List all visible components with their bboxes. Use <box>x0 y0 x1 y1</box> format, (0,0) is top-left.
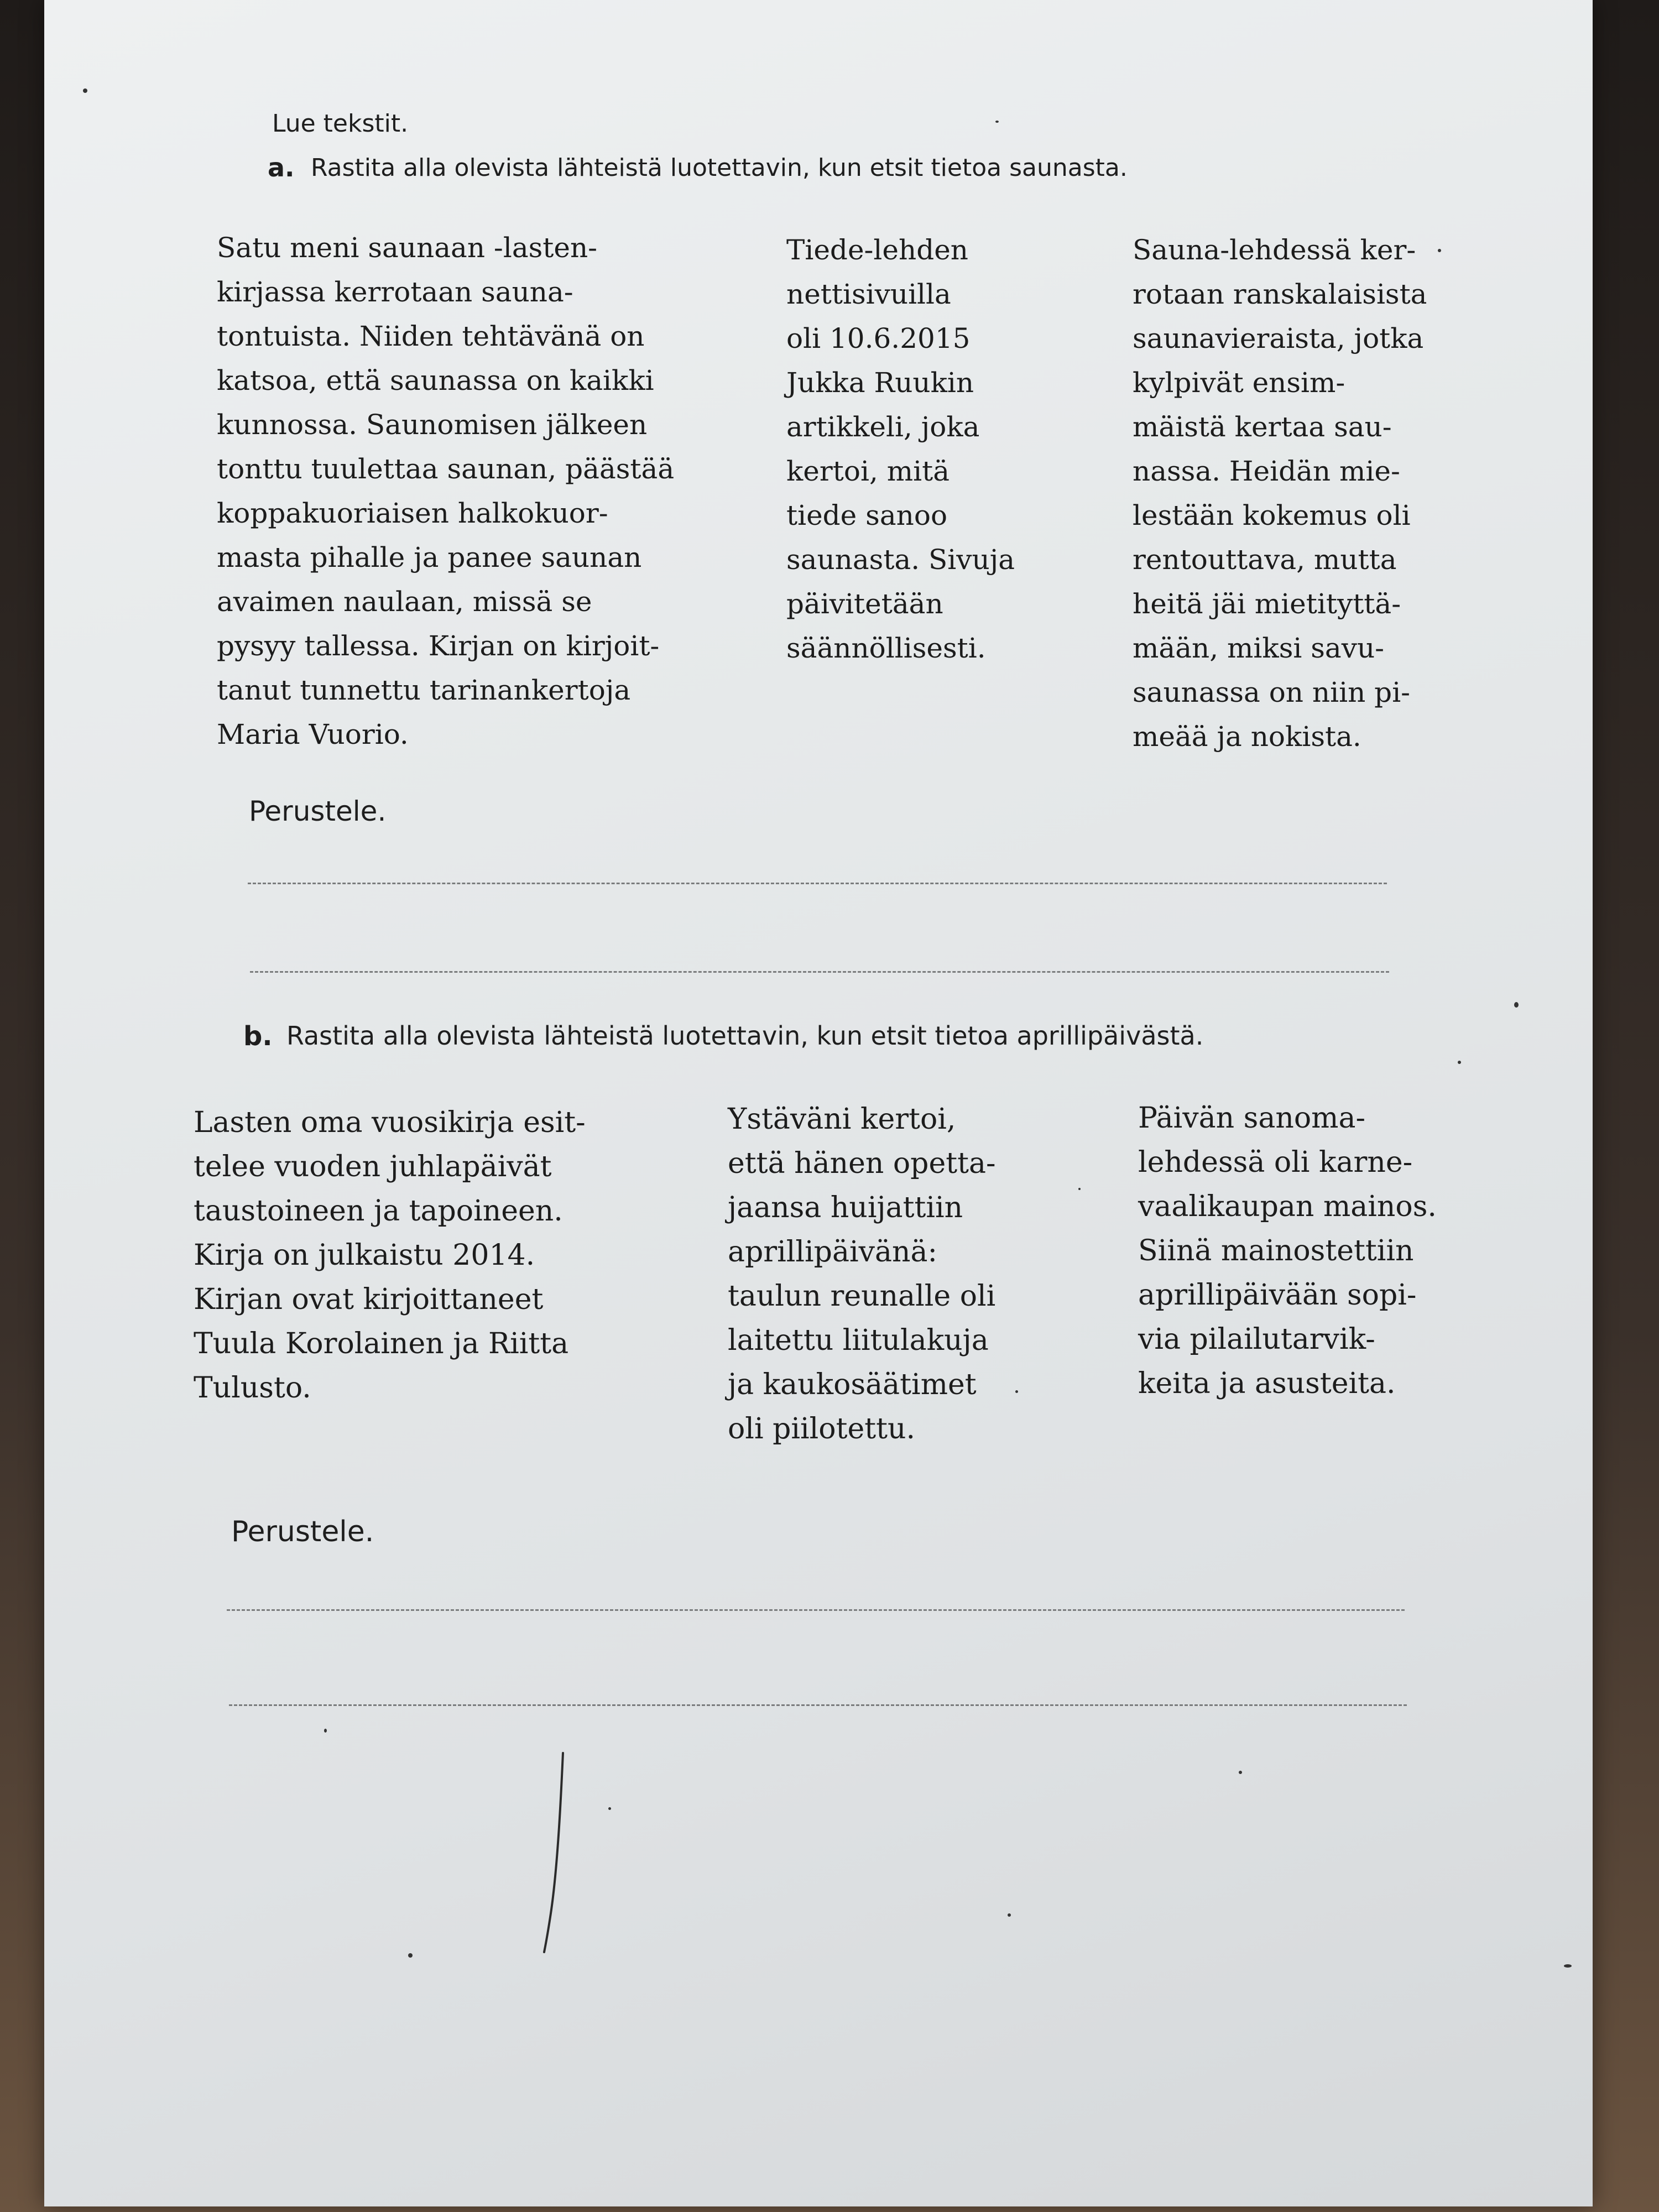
source-text-line: mäistä kertaa sau- <box>1133 411 1392 443</box>
source-text-line: kylpivät ensim- <box>1133 367 1345 399</box>
dust-speck <box>1015 1390 1018 1393</box>
intro-text: Lue tekstit. <box>272 109 409 138</box>
task-a-letter: a. <box>268 153 295 182</box>
source-text-line: tanut tunnettu tarinankertoja <box>217 674 631 706</box>
dust-speck <box>324 1729 327 1733</box>
source-text-line: vaalikaupan mainos. <box>1138 1190 1437 1223</box>
source-text-line: avaimen naulaan, missä se <box>217 586 592 618</box>
dust-speck <box>1514 1002 1519 1008</box>
source-text-line: Tulusto. <box>194 1371 311 1405</box>
source-text-line: artikkeli, joka <box>786 411 980 443</box>
dust-speck <box>1438 249 1441 252</box>
source-text-line: oli 10.6.2015 <box>786 322 971 354</box>
task-a-source-2 <box>786 228 1015 670</box>
source-text-line: kertoi, mitä <box>786 455 950 487</box>
source-text-line: Päivän sanoma- <box>1138 1102 1366 1135</box>
source-text-line: tontuista. Niiden tehtävänä on <box>217 320 645 352</box>
source-text-line: kirjassa kerrotaan sauna- <box>217 276 573 308</box>
source-text-line: lestään kokemus oli <box>1133 499 1411 531</box>
source-text-line: nassa. Heidän mie- <box>1133 455 1400 487</box>
dust-speck <box>608 1807 611 1810</box>
dust-speck <box>408 1953 413 1958</box>
source-text-line: Kirja on julkaistu 2014. <box>194 1239 535 1272</box>
source-text-line: heitä jäi mietityttä- <box>1133 588 1401 620</box>
source-text-line: saunassa on niin pi- <box>1133 676 1411 708</box>
source-text-line: Lasten oma vuosikirja esit- <box>194 1106 586 1139</box>
dust-speck <box>995 121 999 123</box>
source-text-line: nettisivuilla <box>786 278 951 310</box>
source-text-line: Tuula Korolainen ja Riitta <box>194 1327 569 1360</box>
dust-speck <box>1078 1188 1081 1190</box>
dust-speck <box>1239 1771 1242 1774</box>
task-b-answer-line-1[interactable] <box>227 1609 1405 1611</box>
source-text-line: Siinä mainostettiin <box>1138 1234 1414 1267</box>
source-text-line: ja kaukosäätimet <box>728 1368 977 1401</box>
task-a-answer-line-1[interactable] <box>248 883 1387 884</box>
source-text-line: rotaan ranskalaisista <box>1133 278 1427 310</box>
source-text-line: Ystäväni kertoi, <box>728 1103 956 1136</box>
source-text-line: säännöllisesti. <box>786 632 986 664</box>
source-text-line: jaansa huijattiin <box>728 1191 963 1224</box>
source-text-line: lehdessä oli karne- <box>1138 1146 1413 1179</box>
source-text-line: katsoa, että saunassa on kaikki <box>217 364 654 397</box>
task-b-source-2 <box>728 1097 996 1451</box>
source-text-line: kunnossa. Saunomisen jälkeen <box>217 409 648 441</box>
source-text-line: mään, miksi savu- <box>1133 632 1385 664</box>
source-text-line: via pilailutarvik- <box>1138 1323 1375 1356</box>
source-text-line: pysyy tallessa. Kirjan on kirjoit- <box>217 630 660 662</box>
source-text-line: Maria Vuorio. <box>217 718 409 750</box>
source-text-line: Jukka Ruukin <box>786 367 974 399</box>
source-text-line: keita ja asusteita. <box>1138 1367 1396 1400</box>
source-text-line: meää ja nokista. <box>1133 721 1361 753</box>
source-text-line: oli piilotettu. <box>728 1412 916 1446</box>
task-b-letter: b. <box>243 1021 273 1052</box>
source-text-line: Satu meni saunaan -lasten- <box>217 232 598 264</box>
task-a-instruction: Rastita alla olevista lähteistä luotettavin, kun etsit tietoa saunasta. <box>311 154 1128 182</box>
source-text-line: Kirjan ovat kirjoittaneet <box>194 1283 544 1316</box>
source-text-line: koppakuoriaisen halkokuor- <box>217 497 608 529</box>
source-text-line: päivitetään <box>786 588 943 620</box>
dust-speck <box>83 88 87 93</box>
task-b-instruction: Rastita alla olevista lähteistä luotettavin, kun etsit tietoa aprillipäivästä. <box>286 1021 1204 1051</box>
source-text-line: tiede sanoo <box>786 499 948 531</box>
source-text-line: tonttu tuulettaa saunan, päästää <box>217 453 675 485</box>
dust-speck <box>1008 1913 1011 1917</box>
source-text-line: laitettu liitulakuja <box>728 1324 989 1357</box>
source-text-line: saunavieraista, jotka <box>1133 322 1424 354</box>
source-text-line: masta pihalle ja panee saunan <box>217 541 642 573</box>
dust-speck <box>1458 1061 1461 1064</box>
task-a-source-1 <box>217 226 674 757</box>
source-text-line: taustoineen ja tapoineen. <box>194 1194 563 1228</box>
source-text-line: Sauna-lehdessä ker- <box>1133 234 1416 266</box>
source-text-line: taulun reunalle oli <box>728 1280 996 1313</box>
task-b-justify-label: Perustele. <box>231 1515 374 1548</box>
source-text-line: rentouttava, mutta <box>1133 544 1397 576</box>
task-b-source-3 <box>1138 1096 1437 1406</box>
source-text-line: että hänen opetta- <box>728 1147 996 1180</box>
source-text-line: telee vuoden juhlapäivät <box>194 1150 552 1183</box>
source-text-line: Tiede-lehden <box>786 234 969 266</box>
source-text-line: aprillipäivänä: <box>728 1235 937 1269</box>
task-b-source-1 <box>194 1100 586 1410</box>
source-text-line: saunasta. Sivuja <box>786 544 1015 576</box>
task-b-answer-line-2[interactable] <box>229 1704 1407 1706</box>
source-text-line: aprillipäivään sopi- <box>1138 1279 1417 1312</box>
task-a-answer-line-2[interactable] <box>250 971 1389 973</box>
task-a-source-3 <box>1133 228 1427 759</box>
task-a-justify-label: Perustele. <box>249 795 387 827</box>
dust-speck <box>1564 1964 1572 1968</box>
